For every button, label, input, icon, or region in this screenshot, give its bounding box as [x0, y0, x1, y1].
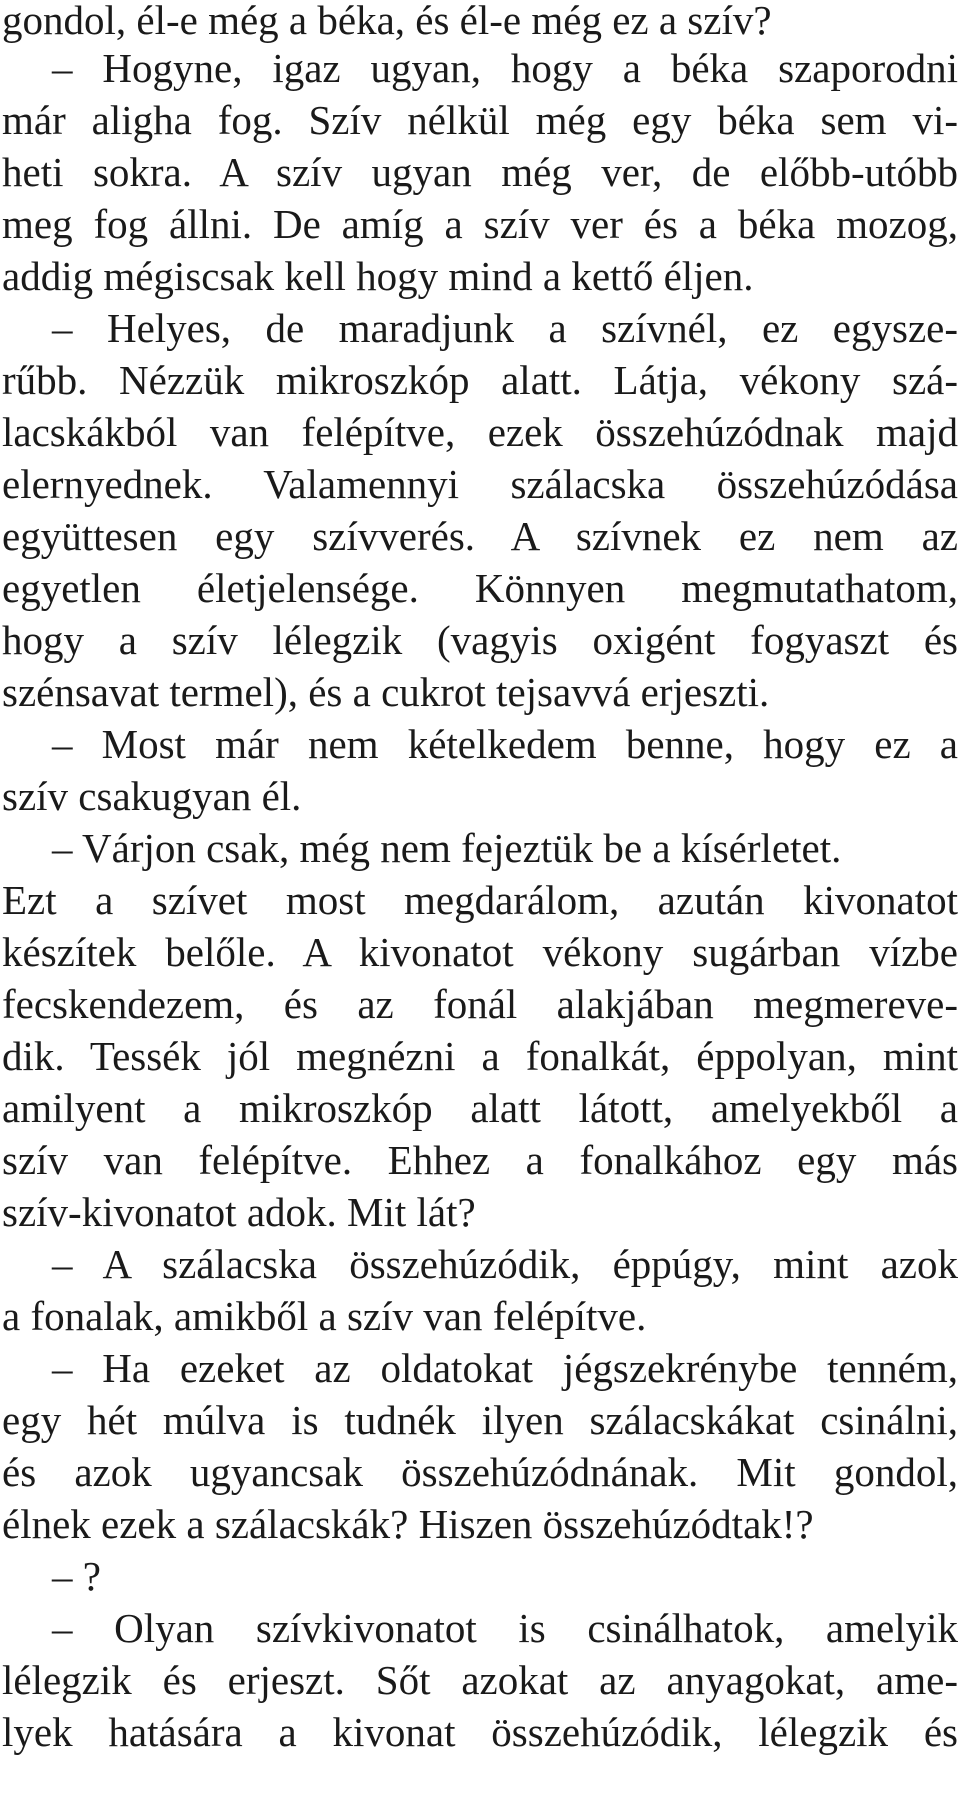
text-line: egyetlen életjelensége. Könnyen megmutathatom, — [2, 565, 958, 611]
text-line: szív van felépítve. Ehhez a fonalkához egy más — [2, 1137, 958, 1183]
text-line: amilyent a mikroszkóp alatt látott, amelyekből a — [2, 1085, 958, 1131]
text-line: hogy a szív lélegzik (vagyis oxigént fogyaszt és — [2, 617, 958, 663]
text-line: élnek ezek a szálacskák? Hiszen összehúzódtak!? — [2, 1501, 814, 1547]
text-line: – ? — [52, 1553, 101, 1599]
text-line: – Olyan szívkivonatot is csinálhatok, amelyik — [52, 1605, 958, 1651]
text-line: meg fog állni. De amíg a szív ver és a béka mozog, — [2, 201, 958, 247]
text-line: heti sokra. A szív ugyan még ver, de előbb-utóbb — [2, 149, 958, 195]
text-line: gondol, él-e még a béka, és él-e még ez a szív? — [2, 0, 772, 43]
text-line: Ezt a szívet most megdarálom, azután kivonatot — [2, 877, 958, 923]
text-line: – Most már nem kételkedem benne, hogy ez a — [52, 721, 958, 767]
text-line: – Hogyne, igaz ugyan, hogy a béka szaporodni — [52, 45, 958, 91]
text-line: elernyednek. Valamennyi szálacska összehúzódása — [2, 461, 958, 507]
text-line: együttesen egy szívverés. A szívnek ez nem az — [2, 513, 958, 559]
text-line: – Ha ezeket az oldatokat jégszekrénybe tenném, — [52, 1345, 958, 1391]
text-line: lacskákból van felépítve, ezek összehúzódnak majd — [2, 409, 958, 455]
text-line: dik. Tessék jól megnézni a fonalkát, éppolyan, mint — [2, 1033, 958, 1079]
text-line: rűbb. Nézzük mikroszkóp alatt. Látja, vékony szá- — [2, 357, 958, 403]
text-line: – Várjon csak, még nem fejeztük be a kísérletet. — [52, 825, 842, 871]
text-line: lyek hatására a kivonat összehúzódik, lélegzik és — [2, 1709, 958, 1755]
text-line: egy hét múlva is tudnék ilyen szálacskákat csinálni, — [2, 1397, 958, 1443]
text-line: szénsavat termel), és a cukrot tejsavvá erjeszti. — [2, 669, 770, 715]
text-line: készítek belőle. A kivonatot vékony sugárban vízbe — [2, 929, 958, 975]
text-line: szív csakugyan él. — [2, 773, 302, 819]
text-line: már aligha fog. Szív nélkül még egy béka sem vi- — [2, 97, 958, 143]
text-line: fecskendezem, és az fonál alakjában megmereve- — [2, 981, 958, 1027]
text-line: – Helyes, de maradjunk a szívnél, ez egysze- — [52, 305, 958, 351]
text-line: – A szálacska összehúzódik, éppúgy, mint azok — [52, 1241, 958, 1287]
text-line: és azok ugyancsak összehúzódnának. Mit gondol, — [2, 1449, 958, 1495]
text-line: a fonalak, amikből a szív van felépítve. — [2, 1293, 647, 1339]
text-line: lélegzik és erjeszt. Sőt azokat az anyagokat, ame- — [2, 1657, 958, 1703]
text-line: addig mégiscsak kell hogy mind a kettő éljen. — [2, 253, 754, 299]
text-line: szív-kivonatot adok. Mit lát? — [2, 1189, 476, 1235]
